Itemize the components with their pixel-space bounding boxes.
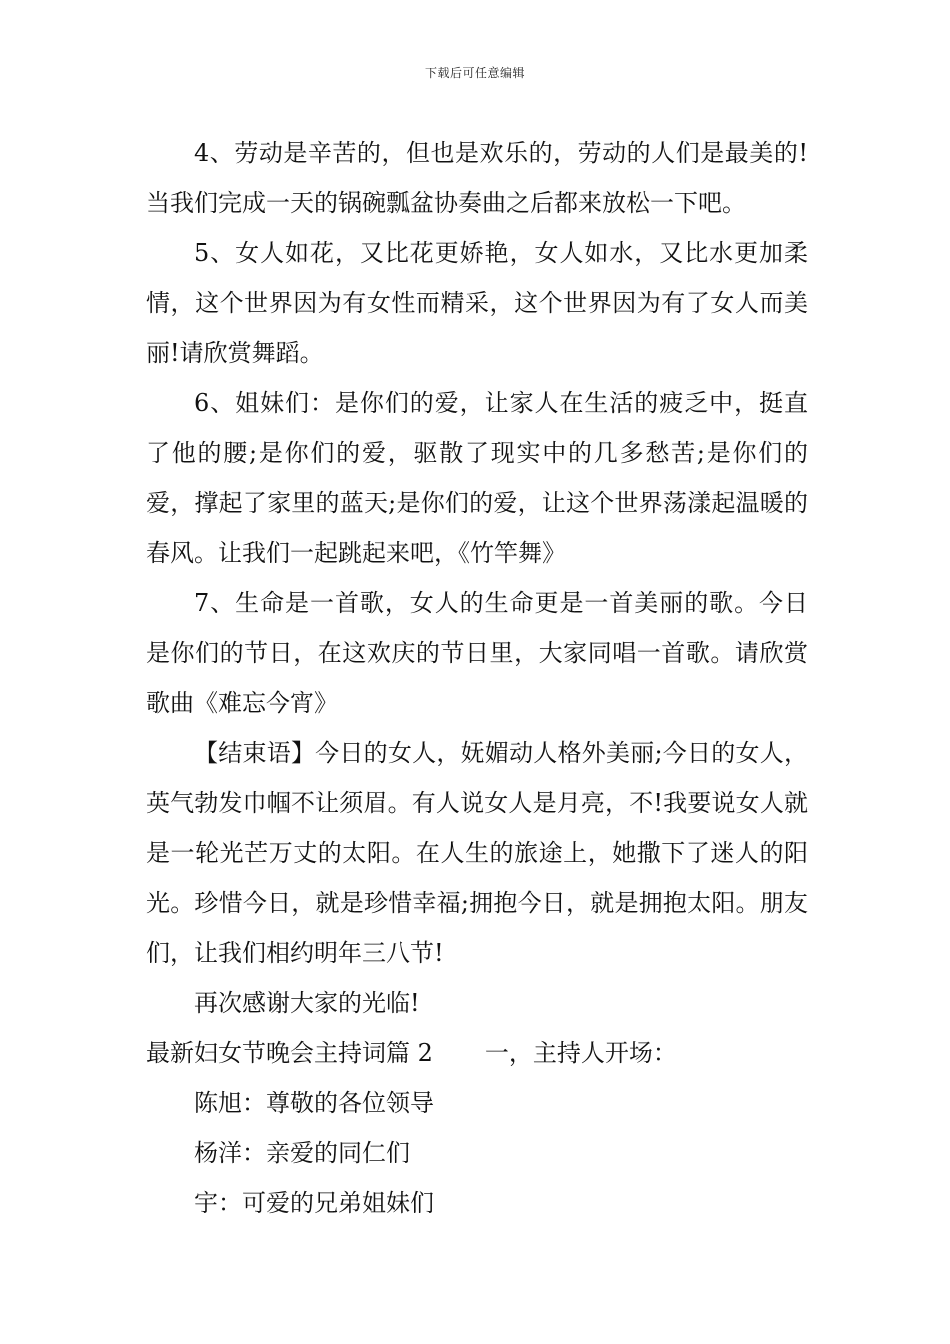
host-line-3: 宇：可爱的兄弟姐妹们 — [194, 1189, 434, 1217]
paragraph-closing: 【结束语】今日的女人，妩媚动人格外美丽;今日的女人，英气勃发巾帼不让须眉。有人说女人是月亮，不!我要说女人就是一轮光芒万丈的太阳。在人生的旅途上，她撒下了迷人的阳光。珍惜今日，就是珍惜幸福;拥抱今日，就是拥抱太阳。朋友们，让我们相约明年三八节! — [146, 739, 808, 967]
paragraph-4: 4、劳动是辛苦的，但也是欢乐的，劳动的人们是最美的!当我们完成一天的锅碗瓢盆协奏曲之后都来放松一下吧。 — [146, 139, 808, 217]
section-title: 最新妇女节晚会主持词篇 2 — [146, 1039, 433, 1067]
document-body — [146, 128, 808, 1228]
page-header-note: 下载后可任意编辑 — [424, 66, 525, 80]
section-heading — [146, 1028, 808, 1078]
paragraph-6: 6、姐妹们：是你们的爱，让家人在生活的疲乏中，挺直了他的腰;是你们的爱，驱散了现实中的几多愁苦;是你们的爱，撑起了家里的蓝天;是你们的爱，让这个世界荡漾起温暖的春风。让我们一起跳起来吧，《竹竿舞》 — [146, 389, 808, 567]
paragraph-7: 7、生命是一首歌，女人的生命更是一首美丽的歌。今日是你们的节日，在这欢庆的节日里，大家同唱一首歌。请欣赏歌曲《难忘今宵》 — [146, 589, 808, 717]
host-line-1: 陈旭：尊敬的各位领导 — [194, 1089, 434, 1117]
host-line-2: 杨洋：亲爱的同仁们 — [194, 1139, 410, 1167]
section-subtitle: 一，主持人开场： — [484, 1039, 677, 1067]
paragraph-thanks: 再次感谢大家的光临! — [194, 989, 420, 1017]
paragraph-5: 5、女人如花，又比花更娇艳，女人如水，又比水更加柔情，这个世界因为有女性而精采，这个世界因为有了女人而美丽!请欣赏舞蹈。 — [146, 239, 808, 367]
